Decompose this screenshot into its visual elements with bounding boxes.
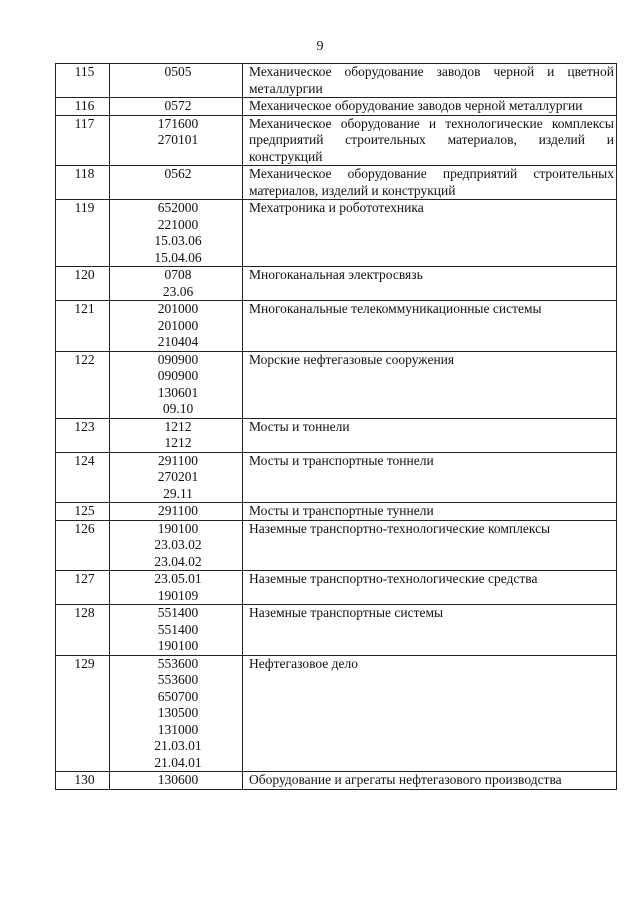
- row-number: 126: [56, 520, 110, 571]
- table-row: [56, 571, 617, 605]
- specialty-code: 291100: [158, 503, 198, 518]
- specialty-code: 23.06: [162, 283, 194, 299]
- row-number: 127: [56, 571, 110, 605]
- table-row: [56, 200, 617, 267]
- row-number: 118: [56, 166, 110, 200]
- specialty-code: 190109: [157, 587, 199, 603]
- table-row: [56, 115, 617, 166]
- specialty-code: 201000: [157, 301, 199, 316]
- specialty-name: Мосты и транспортные туннели: [243, 503, 617, 521]
- specialty-code: 0505: [164, 64, 192, 79]
- row-number: 124: [56, 452, 110, 503]
- specialty-name: Мехатроника и робототехника: [243, 200, 617, 267]
- specialty-code: 1212: [164, 435, 192, 450]
- row-number: 116: [56, 98, 110, 116]
- specialty-codes: [110, 64, 243, 98]
- specialty-code: 210404: [157, 334, 199, 349]
- specialty-code: 0562: [164, 166, 192, 181]
- specialty-code: 1212: [164, 418, 192, 434]
- specialty-code: 190100: [157, 638, 199, 653]
- specialty-codes: [110, 772, 243, 790]
- specialty-name: Наземные транспортно-технологические средства: [243, 571, 617, 605]
- specialty-name: Мосты и тоннели: [243, 418, 617, 452]
- specialty-name: Механическое оборудование и технологические комплексы предприятий строительных материалов, изделий и конструкций: [243, 115, 617, 166]
- table-row: [56, 605, 617, 656]
- specialty-code: 130600: [157, 772, 199, 787]
- specialty-code: 650700: [157, 688, 199, 704]
- table-row: [56, 166, 617, 200]
- table-row: [56, 452, 617, 503]
- specialty-code: 221000: [157, 216, 199, 232]
- specialty-codes: [110, 351, 243, 418]
- specialty-codes: [110, 452, 243, 503]
- row-number: 121: [56, 301, 110, 352]
- specialty-codes: [110, 503, 243, 521]
- row-number: 119: [56, 200, 110, 267]
- specialty-name: Многоканальная электросвязь: [243, 267, 617, 301]
- row-number: 117: [56, 115, 110, 166]
- specialty-name: Механическое оборудование предприятий строительных материалов, изделий и конструкций: [243, 166, 617, 200]
- specialty-code: 090900: [157, 351, 199, 367]
- specialty-code: 190100: [157, 520, 199, 536]
- specialty-code: 090900: [157, 368, 199, 383]
- row-number: 120: [56, 267, 110, 301]
- specialty-codes: [110, 520, 243, 571]
- specialty-code: 09.10: [162, 401, 194, 416]
- specialty-code: 29.11: [163, 485, 193, 501]
- specialty-name: Механическое оборудование заводов черной металлургии: [243, 98, 617, 116]
- page-number: 9: [316, 39, 324, 54]
- table-row: [56, 503, 617, 521]
- specialty-code: 15.04.06: [154, 249, 202, 265]
- specialty-code: 23.05.01: [154, 571, 202, 586]
- specialty-code: 130601: [157, 384, 199, 400]
- specialty-name: Многоканальные телекоммуникационные системы: [243, 301, 617, 352]
- table-row: [56, 301, 617, 352]
- specialty-codes: [110, 166, 243, 200]
- specialty-name: Мосты и транспортные тоннели: [243, 452, 617, 503]
- row-number: 122: [56, 351, 110, 418]
- specialty-name: Оборудование и агрегаты нефтегазового производства: [243, 772, 617, 790]
- specialty-code: 130500: [157, 705, 199, 720]
- specialty-code: 551400: [157, 621, 199, 637]
- row-number: 125: [56, 503, 110, 521]
- specialty-codes: [110, 655, 243, 772]
- specialty-codes: [110, 200, 243, 267]
- specialty-name: Морские нефтегазовые сооружения: [243, 351, 617, 418]
- table-row: [56, 418, 617, 452]
- specialty-code: 270201: [157, 469, 199, 484]
- row-number: 129: [56, 655, 110, 772]
- specialty-code: 551400: [157, 605, 199, 620]
- table-row: [56, 267, 617, 301]
- specialty-codes: [110, 115, 243, 166]
- specialty-codes: [110, 301, 243, 352]
- specialty-code: 0572: [164, 98, 192, 113]
- row-number: 115: [56, 64, 110, 98]
- specialty-code: 21.04.01: [154, 754, 202, 770]
- specialty-name: Механическое оборудование заводов черной и цветной металлургии: [243, 64, 617, 98]
- specialty-codes: [110, 98, 243, 116]
- specialty-name: Наземные транспортно-технологические комплексы: [243, 520, 617, 571]
- specialty-code: 270101: [157, 132, 199, 147]
- specialty-code: 21.03.01: [154, 738, 202, 753]
- specialty-code: 23.04.02: [154, 553, 202, 569]
- table-row: [56, 655, 617, 772]
- table-row: [56, 351, 617, 418]
- table-row: [56, 98, 617, 116]
- table-body: [56, 64, 617, 790]
- row-number: 128: [56, 605, 110, 656]
- specialty-code: 553600: [157, 655, 199, 671]
- specialty-codes: [110, 571, 243, 605]
- specialty-code: 291100: [158, 452, 198, 468]
- specialty-code: 131000: [157, 721, 199, 737]
- specialty-code: 23.03.02: [154, 537, 202, 552]
- specialty-code: 0708: [164, 267, 192, 282]
- row-number: 130: [56, 772, 110, 790]
- specialty-codes: [110, 605, 243, 656]
- specialty-code: 171600: [157, 115, 199, 131]
- specialties-table: [55, 63, 617, 790]
- specialty-name: Наземные транспортные системы: [243, 605, 617, 656]
- table-row: [56, 772, 617, 790]
- specialty-code: 553600: [157, 672, 199, 687]
- specialty-codes: [110, 267, 243, 301]
- table-row: [56, 520, 617, 571]
- specialty-code: 15.03.06: [154, 233, 202, 248]
- table-row: [56, 64, 617, 98]
- row-number: 123: [56, 418, 110, 452]
- specialty-name: Нефтегазовое дело: [243, 655, 617, 772]
- specialty-code: 201000: [157, 317, 199, 333]
- specialty-code: 652000: [157, 200, 199, 215]
- specialty-codes: [110, 418, 243, 452]
